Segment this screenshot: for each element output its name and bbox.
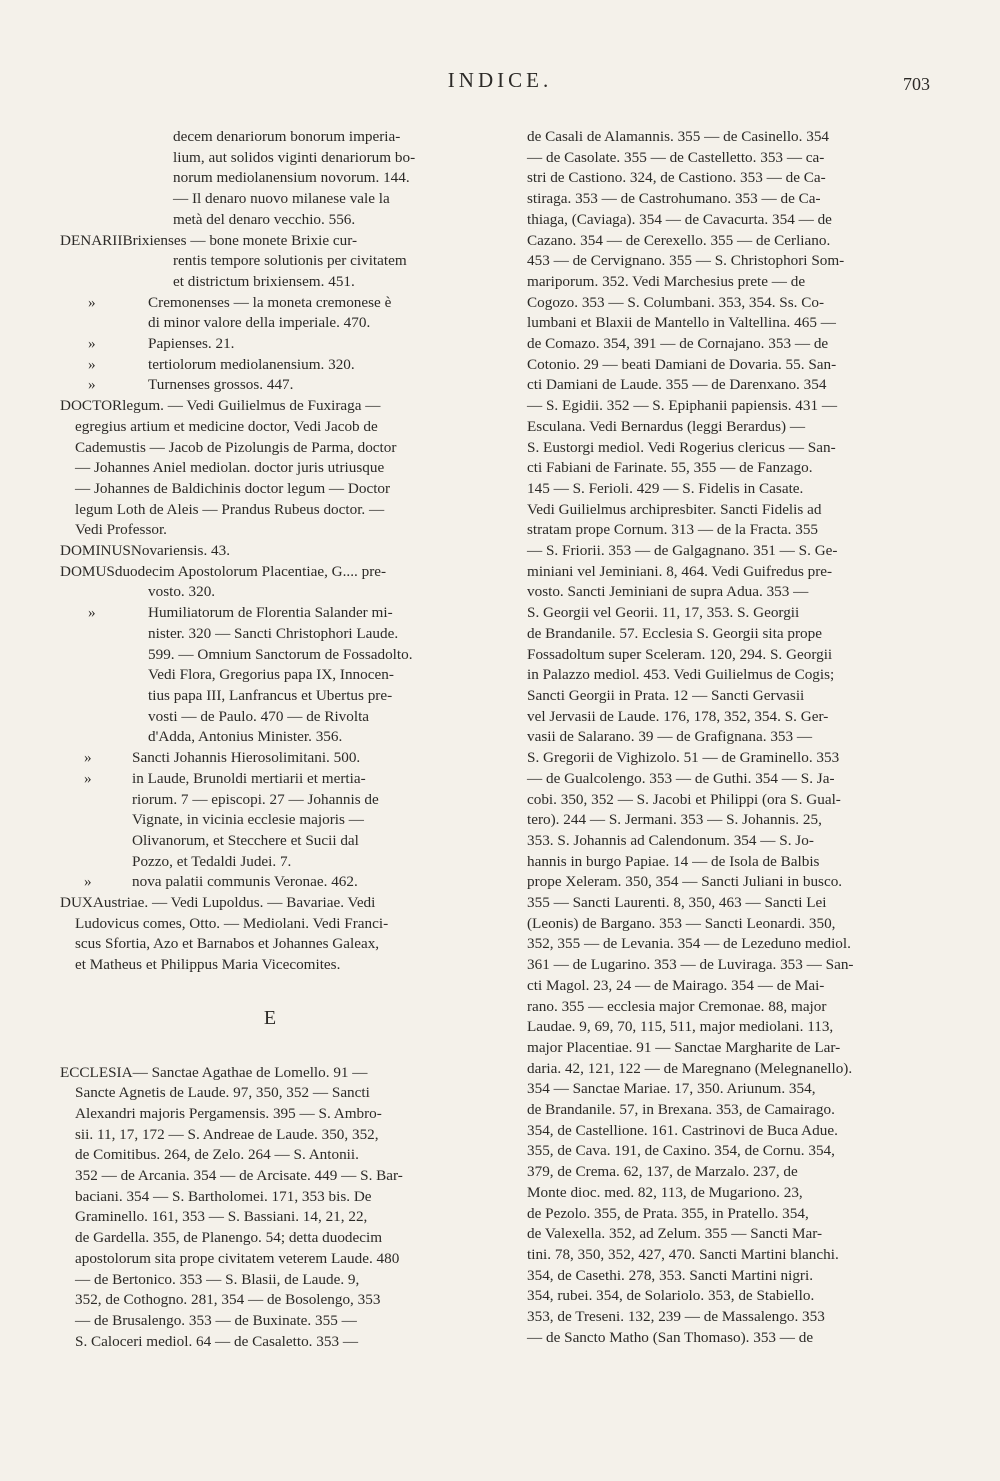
entry-ecclesia	[60, 1063, 480, 1353]
text-line: Novariensis. 43.	[130, 542, 231, 560]
ditto-mark: »	[88, 604, 96, 622]
entry-dominus	[60, 541, 480, 562]
text-line: norum mediolanensium novorum. 144.	[173, 169, 410, 187]
text-line: — Sanctae Agathae de Lomello. 91 —	[132, 1063, 368, 1081]
text-line: stratam prope Cornum. 313 — de la Fracta. 355	[527, 521, 819, 539]
text-line: S. Gregorii de Vighizolo. 51 — de Graminello. 353	[527, 749, 840, 767]
text-line: vasii de Salarano. 39 — de Grafignana. 353 —	[527, 728, 813, 746]
text-line: Vignate, in vicinia ecclesie majoris —	[132, 811, 364, 829]
text-line: de Comitibus. 264, de Zelo. 264 — S. Antonii.	[75, 1146, 359, 1164]
text-line: vosto. 320.	[148, 583, 216, 601]
text-line: Humiliatorum de Florentia Salander mi-	[148, 604, 393, 622]
text-line: tertiolorum mediolanensium. 320.	[148, 355, 355, 373]
text-line: Vedi Guilielmus archipresbiter. Sancti Fidelis ad	[527, 500, 822, 518]
text-line: Cremonenses — la moneta cremonese è	[148, 293, 392, 311]
text-line: lium, aut solidos viginti denariorum bo-	[173, 148, 416, 166]
text-line: — de Brusalengo. 353 — de Buxinate. 355 —	[75, 1311, 357, 1329]
text-line: cti Damiani de Laude. 355 — de Darenxano. 354	[527, 376, 827, 394]
text-line: — Johannes de Baldichinis doctor legum — Doctor	[75, 479, 391, 497]
text-line: Cogozo. 353 — S. Columbani. 353, 354. Ss. Co-	[527, 293, 825, 311]
text-line: baciani. 354 — S. Bartholomei. 171, 353 bis. De	[75, 1187, 372, 1205]
text-line: — de Bertonico. 353 — S. Blasii, de Laude. 9,	[75, 1270, 360, 1288]
text-line: 353. S. Johannis ad Calendonum. 354 — S. Jo-	[527, 831, 814, 849]
text-line: S. Eustorgi mediol. Vedi Rogerius clericus — San-	[527, 438, 836, 456]
text-line: decem denariorum bonorum imperia-	[173, 128, 401, 145]
text-line: Cazano. 354 — de Cerexello. 355 — de Cerliano.	[527, 231, 831, 249]
sub-entry	[60, 355, 480, 376]
text-line: Esculana. Vedi Bernardus (leggi Berardus) —	[527, 417, 806, 435]
text-line: egregius artium et medicine doctor, Vedi Jacob de	[75, 417, 378, 435]
entry-denarii	[60, 231, 480, 397]
text-line: 353, de Treseni. 132, 239 — de Massalengo. 353	[527, 1308, 825, 1326]
text-line: — de Sancto Matho (San Thomaso). 353 — de	[527, 1328, 814, 1346]
text-line: Cotonio. 29 — beati Damiani de Dovaria. 55. San-	[527, 355, 837, 373]
text-line: de Brandanile. 57, in Brexana. 353, de Camairago.	[527, 1101, 835, 1119]
text-line: de Comazo. 354, 391 — de Cornajano. 353 — de	[527, 335, 829, 353]
text-line: Monte dioc. med. 82, 113, de Mugariono. 23,	[527, 1183, 803, 1201]
text-line: — S. Friorii. 353 — de Galgagnano. 351 — S. Ge-	[527, 542, 838, 560]
text-line: de Brandanile. 57. Ecclesia S. Georgii sita prope	[527, 624, 822, 642]
page-number: 703	[903, 74, 930, 94]
sub-entry	[60, 293, 480, 334]
text-line: in Palazzo mediol. 453. Vedi Guilielmus de Cogis;	[527, 666, 835, 684]
text-line: vosto. Sancti Jeminiani de supra Adua. 353 —	[527, 583, 809, 601]
text-line: hannis in burgo Papiae. 14 — de Isola de Balbis	[527, 852, 820, 870]
text-line: sii. 11, 17, 172 — S. Andreae de Laude. 350, 352,	[75, 1125, 379, 1143]
text-line: tero). 244 — S. Jermani. 353 — S. Johannis. 25,	[527, 811, 822, 829]
continued-entry	[60, 127, 480, 231]
ditto-mark: »	[88, 376, 96, 394]
text-line: cti Fabiani de Farinate. 55, 355 — de Fanzago.	[527, 459, 813, 477]
text-line: — de Gualcolengo. 353 — de Guthi. 354 — S. Ja-	[527, 769, 835, 787]
entry-head: DOMINUS	[60, 542, 131, 560]
entry-domus	[60, 562, 480, 893]
text-line: Sancti Georgii in Prata. 12 — Sancti Gervasii	[527, 686, 805, 704]
text-line: Vedi Flora, Gregorius papa IX, Innocen-	[148, 666, 394, 684]
text-line: vosti — de Paulo. 470 — de Rivolta	[148, 707, 370, 725]
text-line: 352, de Cothogno. 281, 354 — de Bosolengo, 353	[75, 1291, 381, 1309]
text-line: 354, de Casethi. 278, 353. Sancti Martini nigri.	[527, 1266, 813, 1284]
entry-head: DENARII	[60, 231, 123, 249]
text-line: 453 — de Cervignano. 355 — S. Christophori Som-	[527, 252, 845, 270]
text-line: de Casali de Alamannis. 355 — de Casinello. 354	[527, 128, 830, 145]
text-line: mariporum. 352. Vedi Marchesius prete — de	[527, 272, 806, 290]
text-line: tius papa III, Lanfrancus et Ubertus pre-	[148, 686, 393, 704]
text-line: nova palatii communis Veronae. 462.	[132, 873, 358, 891]
ditto-mark: »	[88, 355, 96, 373]
text-line: cobi. 350, 352 — S. Jacobi et Philippi (ora S. Gual-	[527, 790, 841, 808]
text-line: d'Adda, Antonius Minister. 356.	[148, 728, 343, 746]
text-line: rano. 355 — ecclesia major Cremonae. 88, major	[527, 997, 827, 1015]
text-line: Olivanorum, et Stecchere et Sucii dal	[132, 831, 359, 849]
text-line: S. Caloceri mediol. 64 — de Casaletto. 353 —	[75, 1332, 359, 1350]
text-line: 354, de Castellione. 161. Castrinovi de Buca Adue.	[527, 1121, 838, 1139]
text-line: tini. 78, 350, 352, 427, 470. Sancti Martini blanchi.	[527, 1245, 839, 1263]
text-line: Papienses. 21.	[148, 335, 235, 353]
text-line: vel Jervasii de Laude. 176, 178, 352, 354. S. Ger-	[527, 707, 829, 725]
sub-entry	[60, 748, 480, 769]
text-line: 354, rubei. 354, de Solariolo. 353, de Stabiello.	[527, 1287, 815, 1305]
entry-head: DOMUS	[60, 562, 115, 580]
text-line: de Valexella. 352, ad Zelum. 355 — Sancti Mar-	[527, 1225, 823, 1243]
text-line: (Leonis) de Bargano. 353 — Sancti Leonardi. 350,	[527, 914, 836, 932]
ditto-mark: »	[88, 293, 96, 311]
text-line: 599. — Omnium Sanctorum de Fossadolto.	[148, 645, 413, 663]
text-line: nister. 320 — Sancti Christophori Laude.	[148, 624, 399, 642]
ditto-mark: »	[84, 749, 92, 767]
text-line: 379, de Crema. 62, 137, de Marzalo. 237, de	[527, 1163, 798, 1181]
text-line: Fossadoltum super Sceleram. 120, 294. S. Georgii	[527, 645, 833, 663]
text-line: stri de Castiono. 324, de Castiono. 353 — de Ca-	[527, 169, 826, 187]
text-line: legum. — Vedi Guilielmus de Fuxiraga —	[122, 397, 381, 415]
text-line: Vedi Professor.	[75, 521, 167, 539]
sub-entry	[60, 375, 480, 396]
text-line: riorum. 7 — episcopi. 27 — Johannis de	[132, 790, 379, 808]
section-letter: E	[263, 1006, 277, 1029]
page-title: INDICE.	[447, 68, 553, 92]
text-line: metà del denaro vecchio. 556.	[173, 210, 356, 228]
text-line: 352, 355 — de Levania. 354 — de Lezeduno mediol.	[527, 935, 851, 953]
text-line: — de Casolate. 355 — de Castelletto. 353 — ca-	[527, 148, 825, 166]
entry-doctor	[60, 396, 480, 541]
entry-head: ECCLESIA	[60, 1063, 133, 1081]
entry-head: DUX	[60, 894, 93, 912]
sub-entry	[60, 769, 480, 873]
text-line: 361 — de Lugarino. 353 — de Luviraga. 353 — San-	[527, 956, 854, 974]
entry-dux	[60, 893, 480, 976]
text-line: Laudae. 9, 69, 70, 115, 511, major mediolani. 113,	[527, 1018, 834, 1036]
text-line: Pozzo, et Tedaldi Judei. 7.	[132, 852, 292, 870]
text-line: S. Georgii vel Georii. 11, 17, 353. S. Georgii	[527, 604, 800, 622]
text-line: 355 — Sancti Laurenti. 8, 350, 463 — Sancti Lei	[527, 894, 827, 912]
text-line: prope Xeleram. 350, 354 — Sancti Juliani in busco.	[527, 873, 843, 891]
text-line: et districtum brixiensem. 451.	[173, 272, 355, 290]
text-line: 355, de Cava. 191, de Caxino. 354, de Cornu. 354,	[527, 1142, 835, 1160]
text-line: rentis tempore solutionis per civitatem	[173, 252, 407, 270]
ditto-mark: »	[84, 769, 92, 787]
text-line: Sancti Johannis Hierosolimitani. 500.	[132, 749, 361, 767]
text-line: Brixienses — bone monete Brixie cur-	[122, 231, 358, 249]
text-line: Austriae. — Vedi Lupoldus. — Bavariae. Vedi	[92, 894, 376, 912]
text-line: thiaga, (Caviaga). 354 — de Cavacurta. 354 — de	[527, 210, 832, 228]
right-column	[527, 127, 922, 1348]
text-line: Alexandri majoris Pergamensis. 395 — S. Ambro-	[75, 1104, 382, 1122]
ditto-mark: »	[88, 335, 96, 353]
text-line: cti Magol. 23, 24 — de Mairago. 354 — de Mai-	[527, 976, 825, 994]
text-line: 352 — de Arcania. 354 — de Arcisate. 449 — S. Bar-	[75, 1167, 403, 1185]
text-line: Ludovicus comes, Otto. — Mediolani. Vedi Franci-	[75, 914, 389, 932]
ditto-mark: »	[84, 873, 92, 891]
text-line: — Il denaro nuovo milanese vale la	[173, 190, 390, 208]
entry-head: DOCTOR	[60, 397, 123, 415]
left-column	[60, 127, 480, 1352]
text-line: major Placentiae. 91 — Sanctae Margharite de Lar-	[527, 1038, 841, 1056]
text-line: et Matheus et Philippus Maria Vicecomites.	[75, 956, 341, 974]
text-line: lumbani et Blaxii de Mantello in Valtellina. 465 —	[527, 314, 836, 332]
text-line: 145 — S. Ferioli. 429 — S. Fidelis in Casate.	[527, 479, 804, 497]
text-line: de Pezolo. 355, de Prata. 355, in Pratello. 354,	[527, 1204, 809, 1222]
text-line: Cademustis — Jacob de Pizolungis de Parma, doctor	[75, 438, 397, 456]
text-line: — S. Egidii. 352 — S. Epiphanii papiensis. 431 —	[527, 397, 838, 415]
text-line: Sancte Agnetis de Laude. 97, 350, 352 — Sancti	[75, 1084, 370, 1102]
text-line: 354 — Sanctae Mariae. 17, 350. Ariunum. 354,	[527, 1080, 816, 1098]
text-line: Graminello. 161, 353 — S. Bassiani. 14, 21, 22,	[75, 1208, 368, 1226]
text-line: stiraga. 353 — de Castrohumano. 353 — de Ca-	[527, 190, 821, 208]
sub-entry	[60, 872, 480, 893]
text-line: de Gardella. 355, de Planengo. 54; detta duodecim	[75, 1229, 383, 1247]
text-line: di minor valore della imperiale. 470.	[148, 314, 371, 332]
text-line: Turnenses grossos. 447.	[148, 376, 294, 394]
text-line: daria. 42, 121, 122 — de Maregnano (Melegnanello).	[527, 1059, 853, 1077]
text-line: legum Loth de Aleis — Prandus Rubeus doctor. —	[75, 500, 385, 518]
text-line: miniani vel Jeminiani. 8, 464. Vedi Guifredus pre-	[527, 562, 833, 580]
text-line: apostolorum sita prope civitatem veterem Laude. 480	[75, 1249, 400, 1267]
text-line: scus Sfortia, Azo et Barnabos et Johannes Galeax,	[75, 935, 380, 953]
sub-entry	[60, 603, 480, 748]
text-line: duodecim Apostolorum Placentiae, G.... pre-	[114, 562, 387, 580]
sub-entry	[60, 334, 480, 355]
text-line: in Laude, Brunoldi mertiarii et mertia-	[132, 769, 366, 787]
text-line: — Johannes Aniel mediolan. doctor juris utriusque	[75, 459, 385, 477]
